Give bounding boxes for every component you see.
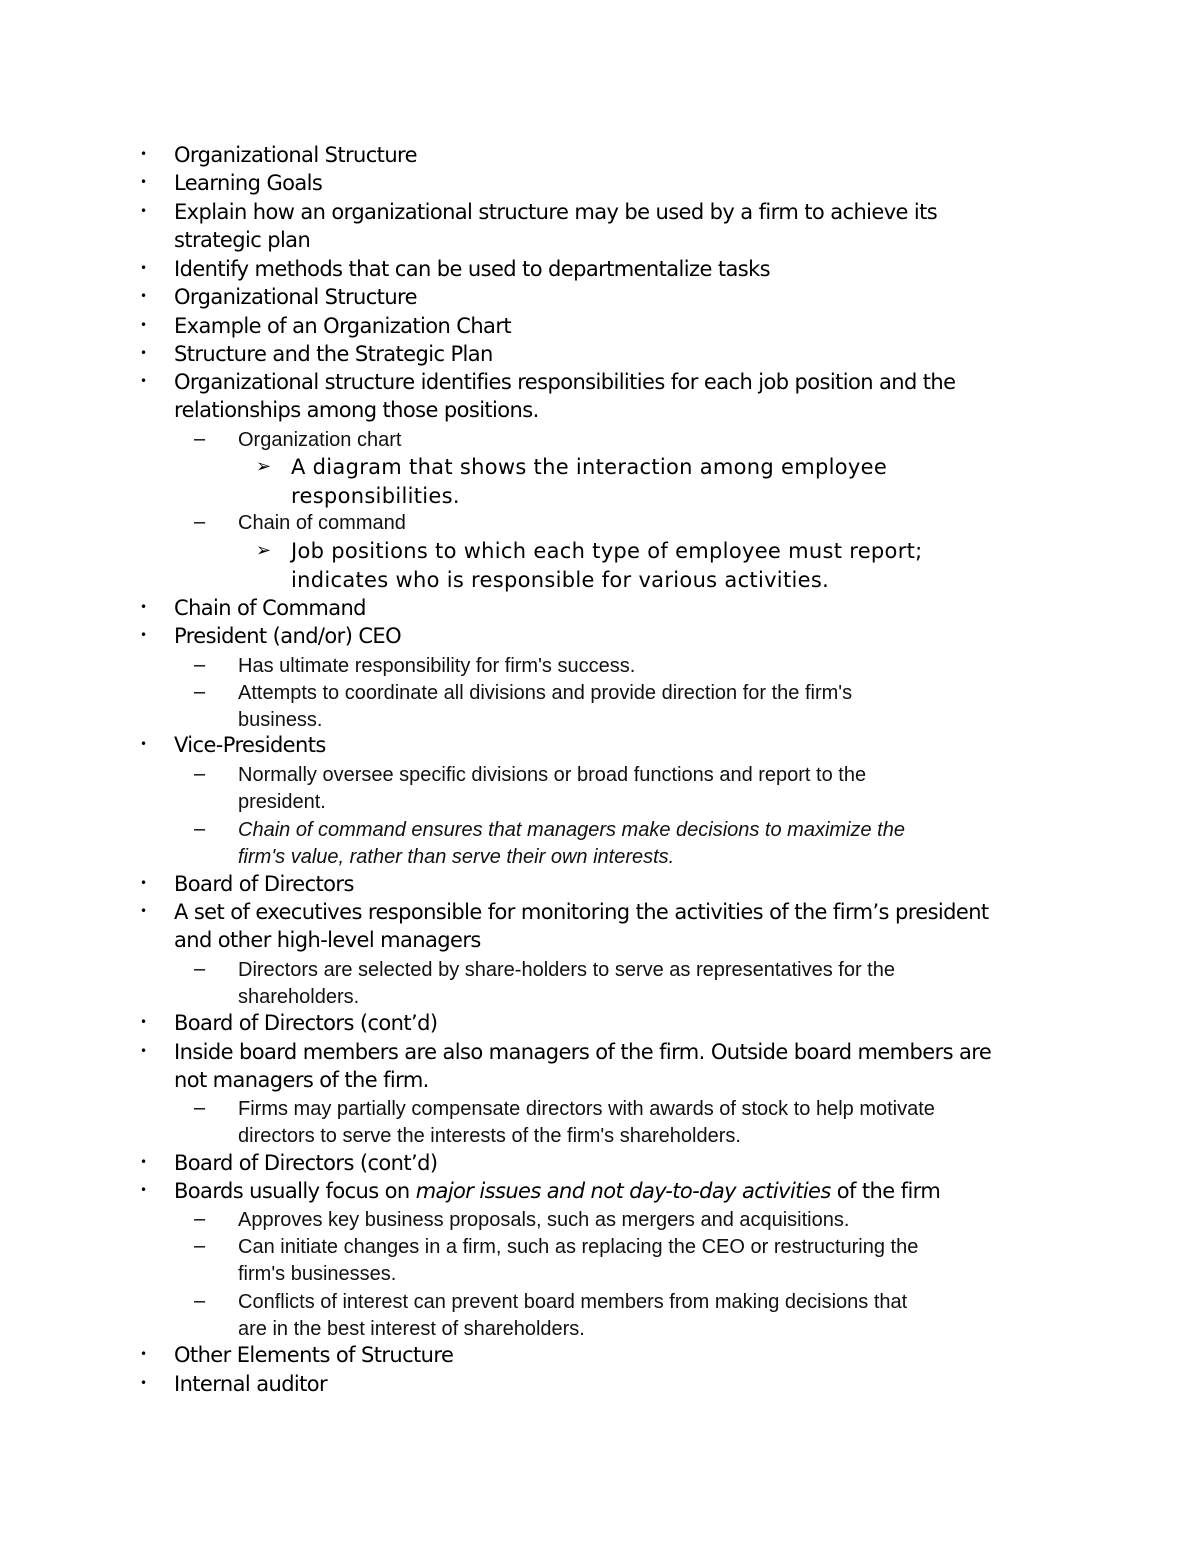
bullet-icon: • (140, 175, 148, 189)
bullet-icon: • (140, 318, 148, 332)
sub-item-continuation: are in the best interest of shareholders. (238, 1318, 585, 1340)
dash-icon: – (194, 681, 206, 703)
list-item: Board of Directors (cont’d) (174, 1011, 438, 1035)
sub-item: Directors are selected by share-holders to serve as representatives for the (238, 959, 895, 981)
dash-icon: – (194, 763, 206, 785)
sub-item: Has ultimate responsibility for firm's success. (238, 655, 636, 677)
dash-icon: – (194, 1235, 206, 1257)
list-item: Other Elements of Structure (174, 1343, 454, 1367)
dash-icon: – (194, 958, 206, 980)
bullet-icon: • (140, 289, 148, 303)
list-item: Internal auditor (174, 1372, 328, 1396)
dash-icon: – (194, 1097, 206, 1119)
dash-icon: – (194, 1208, 206, 1230)
bullet-icon: • (140, 261, 148, 275)
bullet-icon: • (140, 1347, 148, 1361)
sub-item-continuation: directors to serve the interests of the firm's shareholders. (238, 1125, 741, 1147)
bullet-icon: • (140, 600, 148, 614)
list-item: Organizational Structure (174, 285, 417, 309)
list-item: Board of Directors (cont’d) (174, 1151, 438, 1175)
sub-item: Organization chart (238, 429, 402, 451)
list-item: Structure and the Strategic Plan (174, 342, 493, 366)
dash-icon: – (194, 1290, 206, 1312)
sub-item: Attempts to coordinate all divisions and provide direction for the firm's (238, 682, 853, 704)
sub-item: Chain of command ensures that managers make decisions to maximize the (238, 819, 905, 841)
sub-item: Chain of command (238, 512, 406, 534)
sub-item-continuation: president. (238, 791, 326, 813)
bullet-icon: • (140, 1044, 148, 1058)
sub-item: Firms may partially compensate directors with awards of stock to help motivate (238, 1098, 935, 1120)
detail-item: A diagram that shows the interaction among employee (291, 455, 888, 479)
arrow-bullet-icon: ➢ (256, 456, 272, 477)
list-item-emphasis: major issues and not day-to-day activities (415, 1179, 831, 1203)
bullet-icon: • (140, 904, 148, 918)
sub-item: Can initiate changes in a firm, such as replacing the CEO or restructuring the (238, 1236, 919, 1258)
list-item: Identify methods that can be used to departmentalize tasks (174, 257, 770, 281)
list-item: Example of an Organization Chart (174, 314, 511, 338)
bullet-icon: • (140, 737, 148, 751)
bullet-icon: • (140, 346, 148, 360)
list-item: President (and/or) CEO (174, 624, 402, 648)
sub-item-continuation: shareholders. (238, 986, 360, 1008)
sub-item: Normally oversee specific divisions or broad functions and report to the (238, 764, 867, 786)
bullet-icon: • (140, 374, 148, 388)
list-item-continuation: not managers of the firm. (174, 1068, 429, 1092)
bullet-icon: • (140, 147, 148, 161)
sub-item-continuation: firm's businesses. (238, 1263, 397, 1285)
list-item: Organizational structure identifies responsibilities for each job position and the (174, 370, 956, 394)
bullet-icon: • (140, 1015, 148, 1029)
dash-icon: – (194, 511, 206, 533)
bullet-icon: • (140, 204, 148, 218)
dash-icon: – (194, 654, 206, 676)
list-item: Inside board members are also managers of the firm. Outside board members are (174, 1040, 992, 1064)
list-item: Board of Directors (174, 872, 354, 896)
sub-item: Approves key business proposals, such as mergers and acquisitions. (238, 1209, 850, 1231)
bullet-icon: • (140, 1155, 148, 1169)
list-item: A set of executives responsible for monitoring the activities of the firm’s president (174, 900, 989, 924)
list-item: Vice-Presidents (174, 733, 326, 757)
list-item-continuation: strategic plan (174, 228, 311, 252)
list-item: Organizational Structure (174, 143, 417, 167)
list-item-continuation: relationships among those positions. (174, 398, 539, 422)
sub-item-continuation: firm's value, rather than serve their own interests. (238, 846, 675, 868)
dash-icon: – (194, 818, 206, 840)
detail-item-continuation: responsibilities. (291, 484, 460, 508)
list-item: Chain of Command (174, 596, 366, 620)
list-item-text-end: of the firm (830, 1179, 941, 1203)
bullet-icon: • (140, 876, 148, 890)
list-item: Explain how an organizational structure may be used by a firm to achieve its (174, 200, 938, 224)
list-item (174, 1179, 940, 1203)
bullet-icon: • (140, 1376, 148, 1390)
sub-item-continuation: business. (238, 709, 323, 731)
list-item-text: Boards usually focus on (174, 1179, 416, 1203)
sub-item: Conflicts of interest can prevent board members from making decisions that (238, 1291, 908, 1313)
bullet-icon: • (140, 1183, 148, 1197)
list-item-continuation: and other high-level managers (174, 928, 481, 952)
list-item: Learning Goals (174, 171, 323, 195)
arrow-bullet-icon: ➢ (256, 540, 272, 561)
dash-icon: – (194, 428, 206, 450)
bullet-icon: • (140, 628, 148, 642)
detail-item-continuation: indicates who is responsible for various activities. (291, 568, 830, 592)
detail-item: Job positions to which each type of employee must report; (291, 539, 923, 563)
